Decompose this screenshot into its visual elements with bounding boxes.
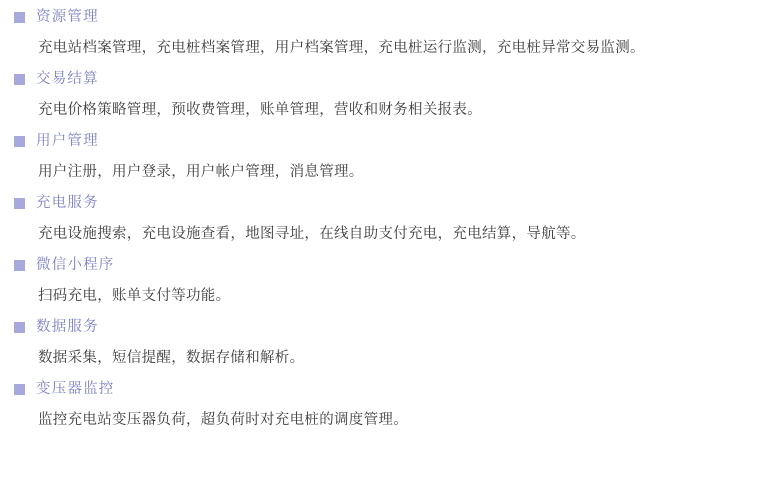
section-header (0, 6, 769, 28)
section-title: 充电服务 (36, 195, 99, 211)
section-title: 资源管理 (36, 9, 99, 25)
section-data-service (0, 316, 769, 372)
section-resource-management (0, 6, 769, 62)
section-body: 充电价格策略管理，预收费管理，账单管理，营收和财务相关报表。 (38, 102, 482, 118)
section-user-management (0, 130, 769, 186)
section-charging-service (0, 192, 769, 248)
square-bullet-icon (14, 136, 25, 147)
section-title: 用户管理 (36, 133, 99, 149)
section-transaction-settlement (0, 68, 769, 124)
square-bullet-icon (14, 198, 25, 209)
square-bullet-icon (14, 260, 25, 271)
section-title: 数据服务 (36, 319, 99, 335)
square-bullet-icon (14, 74, 25, 85)
section-header (0, 130, 769, 152)
section-title: 变压器监控 (36, 381, 115, 397)
section-body: 数据采集，短信提醒，数据存储和解析。 (38, 350, 305, 366)
section-header (0, 316, 769, 338)
section-body: 扫码充电，账单支付等功能。 (38, 288, 231, 304)
square-bullet-icon (14, 12, 25, 23)
square-bullet-icon (14, 322, 25, 333)
section-body: 监控充电站变压器负荷，超负荷时对充电桩的调度管理。 (38, 412, 408, 428)
square-bullet-icon (14, 384, 25, 395)
section-header (0, 192, 769, 214)
section-title: 微信小程序 (36, 257, 115, 273)
section-wechat-miniprogram (0, 254, 769, 310)
section-transformer-monitoring (0, 378, 769, 434)
section-header (0, 254, 769, 276)
section-title: 交易结算 (36, 71, 99, 87)
section-header (0, 378, 769, 400)
section-body: 充电站档案管理，充电桩档案管理，用户档案管理，充电桩运行监测，充电桩异常交易监测。 (38, 40, 645, 56)
section-header (0, 68, 769, 90)
section-body: 用户注册，用户登录，用户帐户管理，消息管理。 (38, 164, 364, 180)
section-body: 充电设施搜索，充电设施查看，地图寻址，在线自助支付充电，充电结算，导航等。 (38, 226, 586, 242)
